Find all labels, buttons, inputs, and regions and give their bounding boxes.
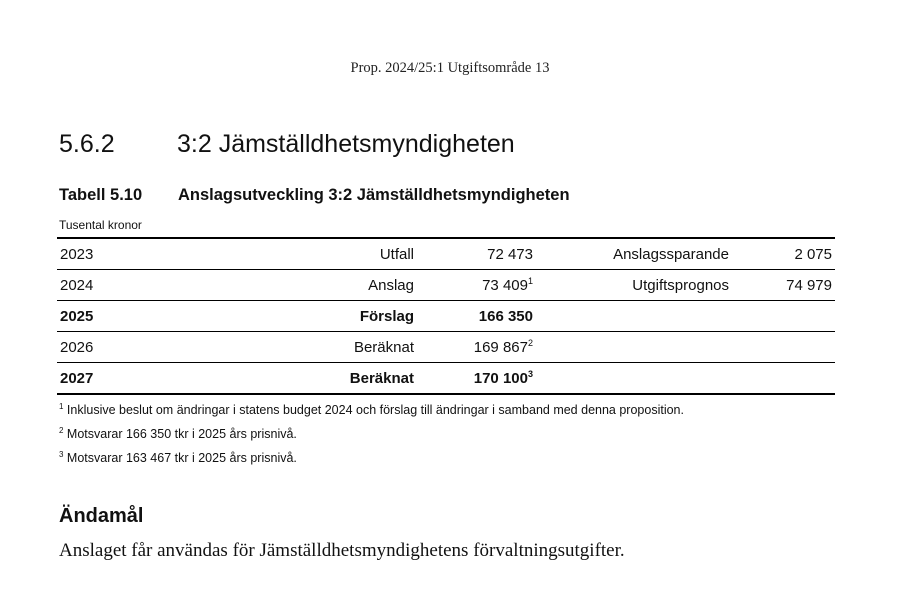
section-title: 3:2 Jämställdhetsmyndigheten [177,130,515,158]
value-cell: 74 979 [732,270,835,301]
amount-value: 169 867 [473,338,528,356]
label-cell: Anslagssparande [613,245,729,263]
amount-cell [417,301,536,332]
amount-cell [417,363,536,395]
footnote-text: Inklusive beslut om ändringar i statens budget 2024 och förslag till ändringar i samband med denna proposition. [63,403,684,417]
amount-cell [417,238,536,270]
footnotes [59,401,684,473]
section-heading [59,130,515,159]
purpose-heading: Ändamål [59,505,144,527]
footnote-mark: 1 [59,401,64,411]
table-unit: Tusental kronor [59,218,142,232]
value-cell [732,301,835,332]
footnote-text: Motsvarar 163 467 tkr i 2025 års prisnivå. [63,451,297,465]
type-cell: Förslag [173,301,417,332]
footnote [59,401,684,425]
type-cell: Anslag [173,270,417,301]
year-cell: 2023 [60,245,94,263]
amount-cell [417,332,536,363]
type-cell: Beräknat [173,332,417,363]
amount-value: 73 409 [482,276,528,294]
amount-cell [417,270,536,301]
footnote [59,425,684,449]
table-title: Anslagsutveckling 3:2 Jämställdhetsmyndigheten [178,186,570,204]
table-number: Tabell 5.10 [59,186,143,204]
footnote-ref: 2 [527,337,533,348]
year-cell: 2027 [57,363,173,395]
table-row [57,332,835,363]
value-cell: 2 075 [794,245,832,263]
label-cell [536,301,732,332]
footnote-ref: 1 [527,275,533,286]
running-header: Prop. 2024/25:1 Utgiftsområde 13 [350,60,550,76]
table-row [57,301,835,332]
year-cell: 2024 [57,270,173,301]
footnote [59,449,684,473]
value-cell [732,332,835,363]
footnote-ref: 3 [527,368,533,379]
label-cell [536,363,732,395]
value-cell [732,363,835,395]
label-cell: Utgiftsprognos [536,270,732,301]
section-number: 5.6.2 [59,130,115,158]
footnote-mark: 3 [59,449,64,459]
footnote-text: Motsvarar 166 350 tkr i 2025 års prisnivå. [63,427,297,441]
table-row [57,270,835,301]
amount-value: 72 473 [487,245,533,263]
year-cell: 2025 [57,301,173,332]
table-caption [59,186,570,205]
footnote-mark: 2 [59,425,64,435]
amount-value: 170 100 [473,369,528,387]
appropriation-table [57,237,835,395]
year-cell: 2026 [57,332,173,363]
table-row [57,363,835,395]
type-cell: Utfall [379,245,414,263]
amount-value: 166 350 [478,307,533,325]
label-cell [536,332,732,363]
purpose-text: Anslaget får användas för Jämställdhetsmyndighetens förvaltningsutgifter. [59,540,625,561]
table-row [57,238,835,270]
type-cell: Beräknat [173,363,417,395]
